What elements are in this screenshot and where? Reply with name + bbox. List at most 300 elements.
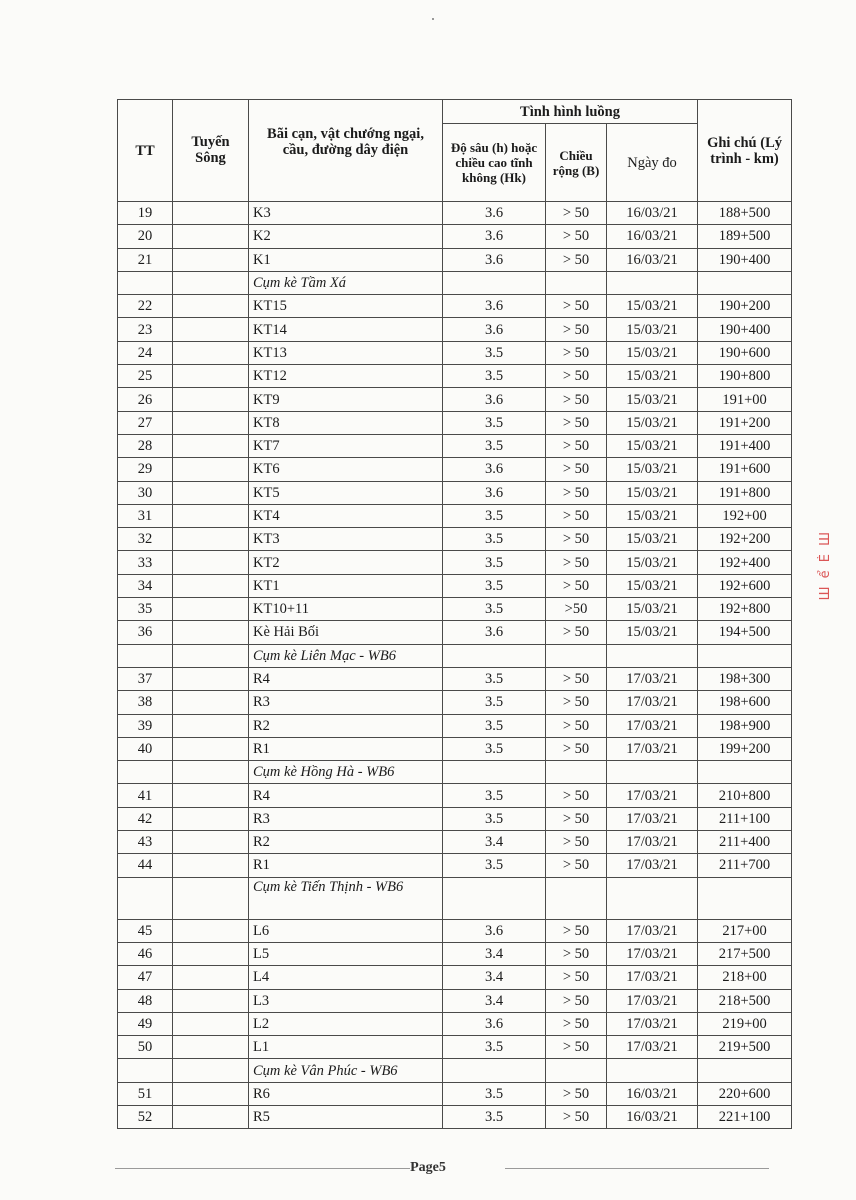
row-tuyen-song [173,295,249,318]
row-width: >50 [546,598,607,621]
group-row [118,877,792,919]
row-km: 219+500 [698,1036,792,1059]
row-date: 15/03/21 [607,551,698,574]
row-name: KT3 [249,528,443,551]
row-name: R3 [249,691,443,714]
group-tuyen-cell [173,877,249,919]
row-tt: 35 [118,598,173,621]
row-km: 192+600 [698,574,792,597]
row-width: > 50 [546,225,607,248]
group-tt-cell [118,1059,173,1082]
row-km: 192+800 [698,598,792,621]
row-km: 191+200 [698,411,792,434]
row-km: 220+600 [698,1082,792,1105]
table-row [118,667,792,690]
table-row [118,714,792,737]
row-width: > 50 [546,966,607,989]
table-row [118,989,792,1012]
row-date: 17/03/21 [607,737,698,760]
row-width: > 50 [546,411,607,434]
table-row [118,919,792,942]
row-date: 16/03/21 [607,1105,698,1128]
row-width: > 50 [546,202,607,225]
group-row [118,644,792,667]
group-tuyen-cell [173,644,249,667]
row-tt: 45 [118,919,173,942]
row-tt: 52 [118,1105,173,1128]
row-tuyen-song [173,551,249,574]
row-width: > 50 [546,458,607,481]
row-date: 16/03/21 [607,202,698,225]
row-tuyen-song [173,919,249,942]
row-tt: 48 [118,989,173,1012]
row-date: 15/03/21 [607,598,698,621]
row-date: 15/03/21 [607,388,698,411]
row-km: 190+400 [698,318,792,341]
group-width-cell [546,877,607,919]
row-tt: 31 [118,504,173,527]
row-km: 191+400 [698,434,792,457]
row-date: 15/03/21 [607,481,698,504]
row-tuyen-song [173,458,249,481]
row-tt: 39 [118,714,173,737]
row-depth: 3.5 [443,667,546,690]
row-date: 17/03/21 [607,1012,698,1035]
row-tuyen-song [173,1012,249,1035]
row-km: 211+400 [698,831,792,854]
row-width: > 50 [546,737,607,760]
row-date: 15/03/21 [607,458,698,481]
row-km: 199+200 [698,737,792,760]
row-tuyen-song [173,807,249,830]
row-tuyen-song [173,989,249,1012]
row-depth: 3.5 [443,854,546,877]
row-km: 191+600 [698,458,792,481]
row-tt: 36 [118,621,173,644]
header-tt: TT [118,100,173,202]
row-date: 17/03/21 [607,1036,698,1059]
row-tuyen-song [173,854,249,877]
row-tt: 19 [118,202,173,225]
group-depth-cell [443,877,546,919]
group-date-cell [607,644,698,667]
row-width: > 50 [546,1082,607,1105]
row-date: 17/03/21 [607,942,698,965]
row-depth: 3.4 [443,831,546,854]
row-date: 16/03/21 [607,225,698,248]
row-tt: 42 [118,807,173,830]
row-tuyen-song [173,411,249,434]
page-number: Page5 [410,1160,446,1175]
table-row [118,854,792,877]
row-depth: 3.5 [443,1082,546,1105]
row-width: > 50 [546,528,607,551]
row-width: > 50 [546,989,607,1012]
group-tt-cell [118,644,173,667]
row-width: > 50 [546,1105,607,1128]
table-row [118,1105,792,1128]
row-width: > 50 [546,365,607,388]
row-name: R2 [249,831,443,854]
row-tt: 47 [118,966,173,989]
row-tt: 51 [118,1082,173,1105]
row-name: L1 [249,1036,443,1059]
header-tinh-hinh-luong: Tình hình luồng [443,100,698,124]
row-tt: 30 [118,481,173,504]
row-depth: 3.5 [443,691,546,714]
row-name: KT8 [249,411,443,434]
row-date: 17/03/21 [607,714,698,737]
row-name: R4 [249,667,443,690]
row-km: 190+800 [698,365,792,388]
row-width: > 50 [546,504,607,527]
row-width: > 50 [546,691,607,714]
row-date: 15/03/21 [607,574,698,597]
group-depth-cell [443,761,546,784]
row-tt: 43 [118,831,173,854]
group-width-cell [546,761,607,784]
row-depth: 3.5 [443,528,546,551]
group-km-cell [698,761,792,784]
margin-stamp: Ш ể Ѐ Ш [818,530,833,601]
group-title: Cụm kè Liên Mạc - WB6 [249,644,443,667]
row-date: 17/03/21 [607,919,698,942]
row-name: K3 [249,202,443,225]
table-row [118,598,792,621]
row-depth: 3.5 [443,551,546,574]
row-name: Kè Hải Bối [249,621,443,644]
row-date: 16/03/21 [607,248,698,271]
row-tt: 29 [118,458,173,481]
group-tuyen-cell [173,1059,249,1082]
table-row [118,942,792,965]
row-depth: 3.5 [443,341,546,364]
table-row [118,551,792,574]
group-km-cell [698,1059,792,1082]
table-row [118,295,792,318]
row-depth: 3.5 [443,737,546,760]
row-tt: 50 [118,1036,173,1059]
row-tuyen-song [173,318,249,341]
row-tt: 26 [118,388,173,411]
header-do-sau: Độ sâu (h) hoặc chiều cao tĩnh không (Hk) [443,124,546,202]
row-width: > 50 [546,919,607,942]
table-body [118,202,792,1129]
row-name: R5 [249,1105,443,1128]
row-tuyen-song [173,691,249,714]
row-name: KT4 [249,504,443,527]
table-row [118,807,792,830]
group-width-cell [546,644,607,667]
table-row [118,318,792,341]
row-name: L5 [249,942,443,965]
row-tuyen-song [173,784,249,807]
group-date-cell [607,761,698,784]
group-depth-cell [443,1059,546,1082]
row-depth: 3.6 [443,1012,546,1035]
group-tuyen-cell [173,761,249,784]
row-tt: 24 [118,341,173,364]
table-row [118,1082,792,1105]
row-km: 190+600 [698,341,792,364]
table-row [118,248,792,271]
table-row [118,966,792,989]
row-tuyen-song [173,942,249,965]
row-tuyen-song [173,621,249,644]
row-date: 15/03/21 [607,365,698,388]
row-depth: 3.4 [443,942,546,965]
row-date: 15/03/21 [607,341,698,364]
row-name: R1 [249,737,443,760]
group-width-cell [546,1059,607,1082]
row-name: KT1 [249,574,443,597]
row-width: > 50 [546,621,607,644]
group-tt-cell [118,761,173,784]
group-width-cell [546,271,607,294]
row-depth: 3.6 [443,621,546,644]
row-km: 192+400 [698,551,792,574]
row-tt: 49 [118,1012,173,1035]
row-tt: 41 [118,784,173,807]
table-row [118,365,792,388]
row-depth: 3.5 [443,598,546,621]
table-row [118,202,792,225]
row-tt: 32 [118,528,173,551]
row-depth: 3.5 [443,1036,546,1059]
row-km: 218+00 [698,966,792,989]
row-tuyen-song [173,1105,249,1128]
row-depth: 3.6 [443,481,546,504]
channel-status-table-wrapper [117,99,791,1129]
row-tt: 33 [118,551,173,574]
row-date: 15/03/21 [607,434,698,457]
row-name: KT2 [249,551,443,574]
row-date: 17/03/21 [607,854,698,877]
row-name: R6 [249,1082,443,1105]
row-depth: 3.6 [443,295,546,318]
row-width: > 50 [546,295,607,318]
row-name: R4 [249,784,443,807]
row-date: 15/03/21 [607,318,698,341]
group-row [118,271,792,294]
row-width: > 50 [546,318,607,341]
table-row [118,528,792,551]
row-depth: 3.4 [443,989,546,1012]
row-km: 219+00 [698,1012,792,1035]
row-name: L3 [249,989,443,1012]
row-name: K1 [249,248,443,271]
row-name: KT6 [249,458,443,481]
row-tuyen-song [173,966,249,989]
row-km: 191+00 [698,388,792,411]
header-tuyen-song: Tuyến Sông [173,100,249,202]
table-row [118,691,792,714]
group-km-cell [698,877,792,919]
group-title: Cụm kè Tiến Thịnh - WB6 [249,877,443,919]
row-depth: 3.5 [443,714,546,737]
row-width: > 50 [546,784,607,807]
row-tt: 34 [118,574,173,597]
row-name: KT5 [249,481,443,504]
row-km: 189+500 [698,225,792,248]
row-depth: 3.6 [443,458,546,481]
header-ghi-chu: Ghi chú (Lý trình - km) [698,100,792,202]
group-depth-cell [443,271,546,294]
row-depth: 3.6 [443,388,546,411]
row-tt: 25 [118,365,173,388]
row-name: L2 [249,1012,443,1035]
row-km: 211+100 [698,807,792,830]
row-depth: 3.5 [443,1105,546,1128]
row-date: 15/03/21 [607,295,698,318]
row-depth: 3.6 [443,248,546,271]
table-row [118,1012,792,1035]
row-date: 15/03/21 [607,411,698,434]
row-tuyen-song [173,202,249,225]
row-name: R3 [249,807,443,830]
row-name: KT14 [249,318,443,341]
row-date: 17/03/21 [607,807,698,830]
row-km: 211+700 [698,854,792,877]
row-tuyen-song [173,831,249,854]
row-tuyen-song [173,341,249,364]
row-tt: 40 [118,737,173,760]
scan-speck [432,18,434,20]
row-tt: 27 [118,411,173,434]
row-tuyen-song [173,667,249,690]
row-depth: 3.6 [443,919,546,942]
row-date: 17/03/21 [607,667,698,690]
row-depth: 3.6 [443,225,546,248]
row-width: > 50 [546,248,607,271]
row-width: > 50 [546,481,607,504]
row-tuyen-song [173,365,249,388]
row-tuyen-song [173,481,249,504]
group-tt-cell [118,271,173,294]
row-depth: 3.5 [443,784,546,807]
row-date: 17/03/21 [607,691,698,714]
channel-status-table [117,99,792,1129]
group-tt-cell [118,877,173,919]
row-name: L6 [249,919,443,942]
table-row [118,1036,792,1059]
row-width: > 50 [546,667,607,690]
row-name: KT7 [249,434,443,457]
row-depth: 3.5 [443,807,546,830]
row-tuyen-song [173,504,249,527]
group-depth-cell [443,644,546,667]
table-row [118,574,792,597]
row-depth: 3.6 [443,202,546,225]
row-tt: 23 [118,318,173,341]
row-km: 191+800 [698,481,792,504]
row-depth: 3.4 [443,966,546,989]
row-tt: 37 [118,667,173,690]
row-tt: 28 [118,434,173,457]
row-km: 190+200 [698,295,792,318]
header-ngay-do: Ngày đo [607,124,698,202]
row-km: 192+200 [698,528,792,551]
row-name: KT15 [249,295,443,318]
row-tuyen-song [173,598,249,621]
row-width: > 50 [546,1012,607,1035]
row-date: 15/03/21 [607,504,698,527]
row-km: 194+500 [698,621,792,644]
row-tuyen-song [173,1036,249,1059]
row-km: 198+900 [698,714,792,737]
row-tuyen-song [173,434,249,457]
row-date: 17/03/21 [607,831,698,854]
row-date: 16/03/21 [607,1082,698,1105]
group-date-cell [607,1059,698,1082]
row-depth: 3.5 [443,411,546,434]
group-title: Cụm kè Vân Phúc - WB6 [249,1059,443,1082]
group-km-cell [698,271,792,294]
row-width: > 50 [546,1036,607,1059]
row-tuyen-song [173,714,249,737]
row-km: 218+500 [698,989,792,1012]
row-tt: 38 [118,691,173,714]
row-tt: 22 [118,295,173,318]
row-name: KT13 [249,341,443,364]
row-tuyen-song [173,574,249,597]
table-row [118,831,792,854]
table-row [118,504,792,527]
row-km: 221+100 [698,1105,792,1128]
row-width: > 50 [546,854,607,877]
table-row [118,621,792,644]
header-chieu-rong: Chiều rộng (B) [546,124,607,202]
row-depth: 3.5 [443,434,546,457]
row-width: > 50 [546,714,607,737]
row-width: > 50 [546,388,607,411]
row-name: KT9 [249,388,443,411]
group-date-cell [607,271,698,294]
row-date: 17/03/21 [607,989,698,1012]
row-km: 210+800 [698,784,792,807]
row-depth: 3.5 [443,504,546,527]
header-bai-can: Bãi cạn, vật chướng ngại, cầu, đường dây điện [249,100,443,202]
row-km: 188+500 [698,202,792,225]
row-km: 192+00 [698,504,792,527]
table-row [118,225,792,248]
row-km: 198+300 [698,667,792,690]
table-row [118,411,792,434]
row-width: > 50 [546,551,607,574]
row-km: 217+500 [698,942,792,965]
row-tt: 44 [118,854,173,877]
table-row [118,434,792,457]
table-row [118,737,792,760]
row-tuyen-song [173,1082,249,1105]
row-depth: 3.6 [443,318,546,341]
row-name: KT12 [249,365,443,388]
row-width: > 50 [546,942,607,965]
row-km: 217+00 [698,919,792,942]
row-date: 17/03/21 [607,966,698,989]
row-depth: 3.5 [443,574,546,597]
table-row [118,784,792,807]
table-header [118,100,792,202]
row-name: K2 [249,225,443,248]
row-tuyen-song [173,388,249,411]
table-row [118,458,792,481]
group-km-cell [698,644,792,667]
table-row [118,341,792,364]
row-tuyen-song [173,528,249,551]
group-date-cell [607,877,698,919]
row-tt: 21 [118,248,173,271]
